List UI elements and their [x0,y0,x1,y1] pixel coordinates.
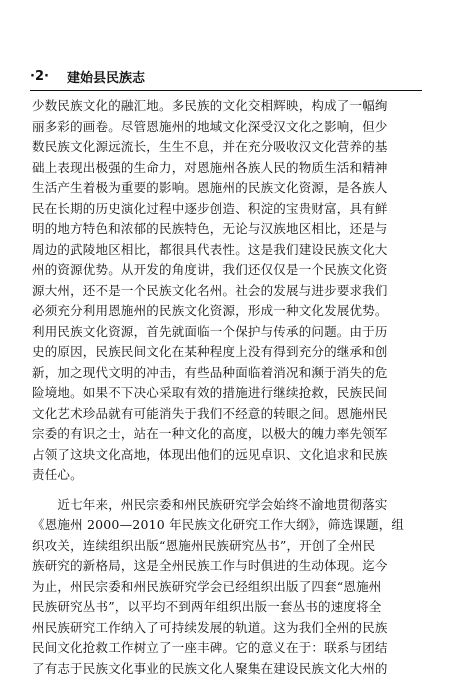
text-line: 宗委的有识之士，站在一种文化的高度，以极大的魄力率先领军 [32,424,420,445]
text-line: 《恩施州 2000—2010 年民族文化研究工作大纲》，筛选课题，组 [32,515,420,536]
text-line: 责任心。 [32,465,420,486]
text-line: 险境地。如果不下决心采取有效的措施进行继续抢救，民族民间 [32,383,420,404]
text-line: 近七年来，州民宗委和州民族研究学会始终不渝地贯彻落实 [32,495,420,516]
text-line: 丽多彩的画卷。尽管恩施州的地域文化深受汉文化之影响，但少 [32,117,420,138]
text-line: 民在长期的历史演化过程中逐步创造、积淀的宝贵财富，具有鲜 [32,199,420,220]
text-line: 了有志于民族文化事业的民族文化人聚集在建设民族文化大州的 [32,659,420,679]
paragraph-1 [32,96,420,486]
text-line: 数民族文化源远流长，生生不息，并在充分吸收汉文化营养的基 [32,137,420,158]
paragraph-2 [32,495,420,679]
text-line: 必须充分利用恩施州的民族文化资源，形成一种文化发展优势。 [32,301,420,322]
book-title: 建始县民族志 [67,67,145,86]
header-rule [30,90,422,91]
text-line: 生活产生着极为重要的影响。恩施州的民族文化资源，是各族人 [32,178,420,199]
text-line: 族研究的新格局，这是全州民族工作与时俱进的生动体现。迄今 [32,556,420,577]
text-line: 史的原因，民族民间文化在某种程度上没有得到充分的继承和创 [32,342,420,363]
text-line: 民间文化抢救工作树立了一座丰碑。它的意义在于：联系与团结 [32,638,420,659]
text-line: 周边的武陵地区相比，都很具代表性。这是我们建设民族文化大 [32,240,420,261]
body-text [32,96,420,679]
text-line: 新，加之现代文明的冲击，有些品种面临着消况和濒于消失的危 [32,363,420,384]
text-line: 明的地方特色和浓郁的民族特色，无论与汉族地区相比，还是与 [32,219,420,240]
paragraph-gap [32,486,420,495]
text-line: 础上表现出极强的生命力，对恩施州各族人民的物质生活和精神 [32,158,420,179]
text-line: 源大州，还不是一个民族文化名州。社会的发展与进步要求我们 [32,281,420,302]
text-line: 文化艺术珍品就有可能消失于我们不经意的转眼之间。恩施州民 [32,404,420,425]
running-header [30,66,145,86]
text-line: 州的资源优势。从开发的角度讲，我们还仅仅是一个民族文化资 [32,260,420,281]
text-line: 织攻关，连续组织出版“恩施州民族研究丛书”，开创了全州民 [32,536,420,557]
text-line: 少数民族文化的融汇地。多民族的文化交相辉映，构成了一幅绚 [32,96,420,117]
text-line: 州民族研究工作纳入了可持续发展的轨道。这为我们全州的民族 [32,618,420,639]
text-line: 占领了这块文化高地，体现出他们的远见卓识、文化追求和民族 [32,445,420,466]
text-line: 为止，州民宗委和州民族研究学会已经组织出版了四套“恩施州 [32,577,420,598]
text-line: 民族研究丛书”，以平均不到两年组织出版一套丛书的速度将全 [32,597,420,618]
text-line: 利用民族文化资源，首先就面临一个保护与传承的问题。由于历 [32,322,420,343]
page-number: ·2· [30,69,49,84]
